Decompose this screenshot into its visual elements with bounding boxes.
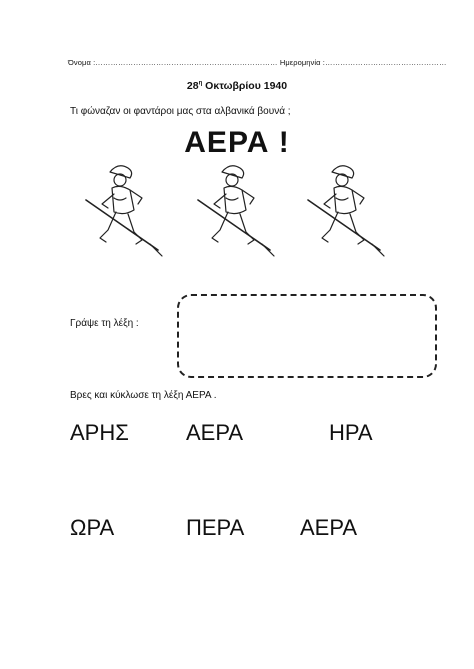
write-word-box[interactable] xyxy=(177,294,437,378)
find-word-label: Βρες και κύκλωσε τη λέξη ΑΕΡΑ . xyxy=(70,390,217,401)
soldier-with-rifle-icon xyxy=(302,160,386,260)
soldier-with-rifle-icon xyxy=(80,160,164,260)
date-day: 28 xyxy=(186,80,199,92)
question-text: Τι φώναζαν οι φαντάροι μας στα αλβανικά βουνά ; xyxy=(70,106,291,117)
date-heading xyxy=(0,80,474,92)
word-option[interactable]: ΗΡΑ xyxy=(329,420,373,445)
soldier-with-rifle-icon xyxy=(192,160,276,260)
word-option[interactable]: ΑΕΡΑ xyxy=(186,420,244,445)
word-option[interactable]: ΩΡΑ xyxy=(70,515,115,540)
name-date-line: Όνομα :……………………………………………………………… Ημερομηνία :………………………………………… xyxy=(68,58,447,67)
write-word-label: Γράψε τη λέξη : xyxy=(70,318,139,329)
word-option[interactable]: ΑΕΡΑ xyxy=(300,515,358,540)
page-title: ΑΕΡΑ ! xyxy=(184,126,290,159)
date-rest: Οκτωβρίου 1940 xyxy=(202,80,288,92)
word-option[interactable]: ΑΡΗΣ xyxy=(70,420,129,445)
word-option[interactable]: ΠΕΡΑ xyxy=(186,515,245,540)
date-suffix: η xyxy=(198,80,203,87)
